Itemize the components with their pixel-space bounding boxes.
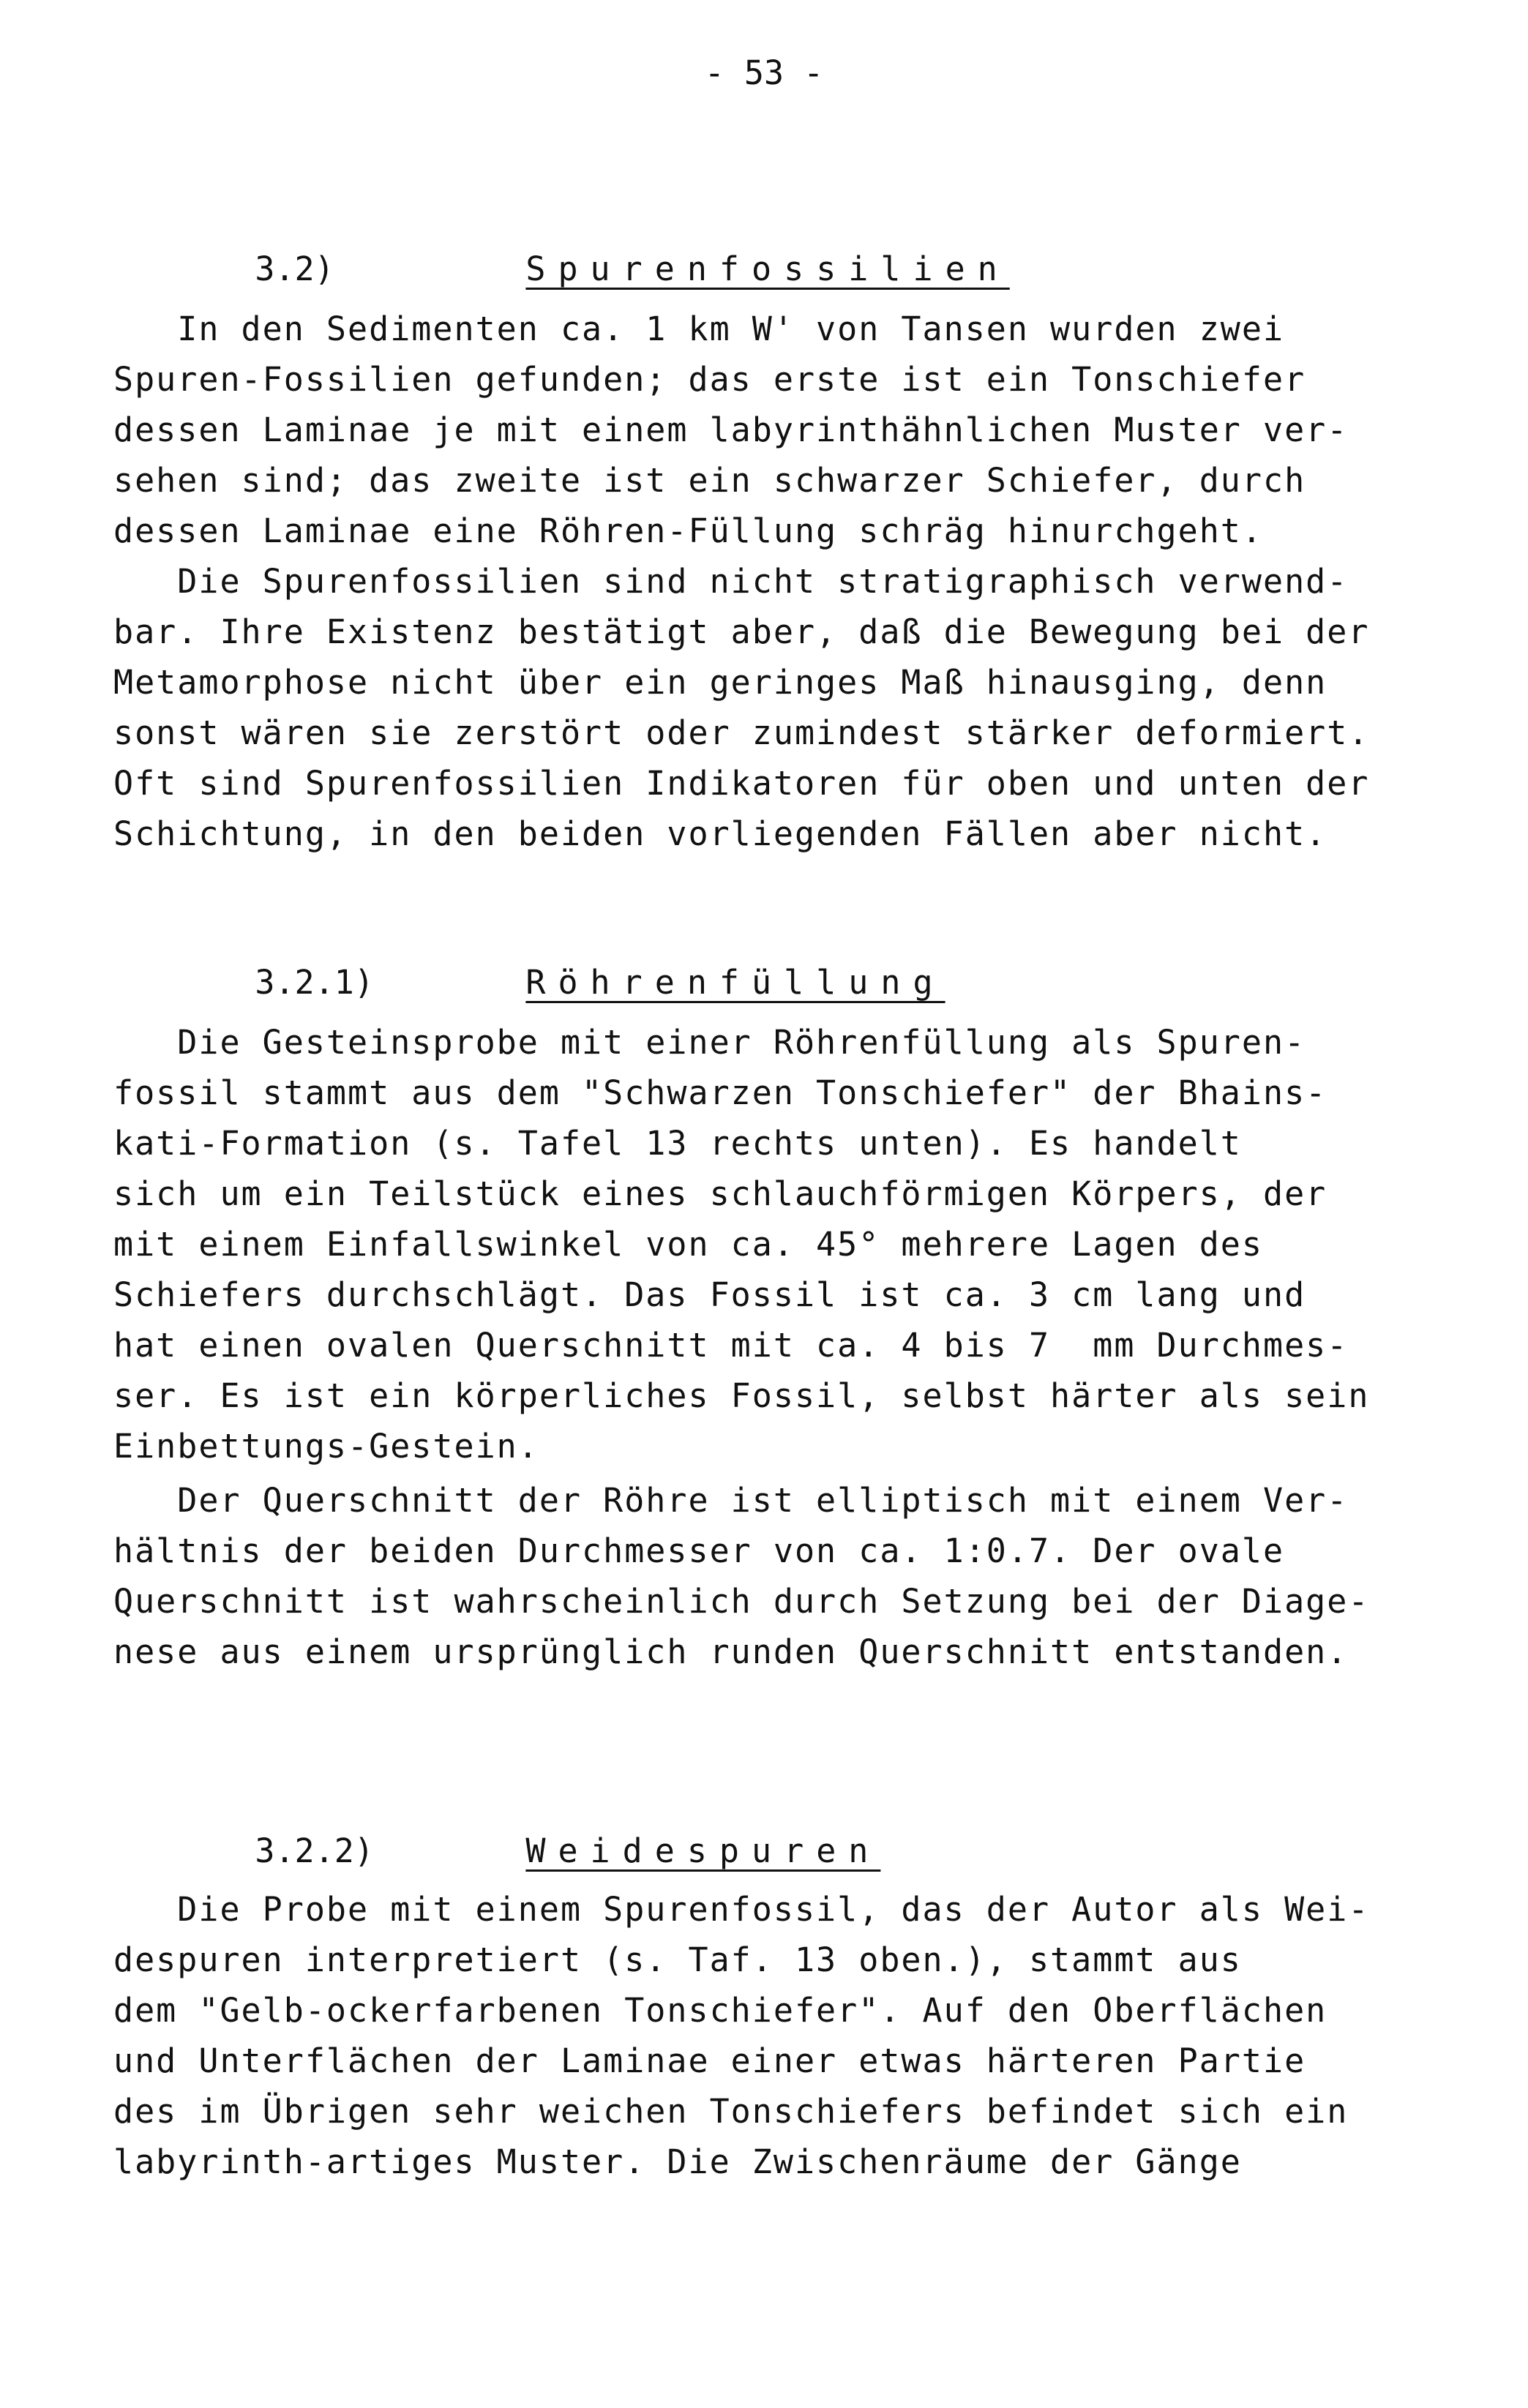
page-number: - 53 - bbox=[704, 53, 824, 92]
text-line: Spuren-Fossilien gefunden; das erste ist ein Tonschiefer bbox=[113, 360, 1306, 399]
paragraph-3-2-2-a bbox=[113, 1884, 1453, 2187]
text-line: dem "Gelb-ockerfarbenen Tonschiefer". Auf den Oberflächen bbox=[113, 1991, 1327, 2030]
paragraph-3-2-1-a bbox=[113, 1017, 1453, 1471]
paragraph-3-2-b bbox=[113, 556, 1453, 859]
section-number: 3.2) bbox=[255, 250, 334, 288]
text-line: Oft sind Spurenfossilien Indikatoren für oben und unten der bbox=[113, 764, 1370, 803]
text-line: Metamorphose nicht über ein geringes Maß hinausging, denn bbox=[113, 663, 1327, 702]
text-line: nese aus einem ursprünglich runden Querschnitt entstanden. bbox=[113, 1632, 1349, 1671]
section-title: Röhrenfüllung bbox=[525, 963, 945, 1002]
text-line: sonst wären sie zerstört oder zumindest stärker deformiert. bbox=[113, 713, 1370, 752]
text-line: Einbettungs-Gestein. bbox=[113, 1427, 539, 1466]
text-line: Der Querschnitt der Röhre ist elliptisch mit einem Ver- bbox=[113, 1481, 1349, 1520]
text-line: dessen Laminae eine Röhren-Füllung schräg hinurchgeht. bbox=[113, 511, 1263, 550]
text-line: labyrinth-artiges Muster. Die Zwischenräume der Gänge bbox=[113, 2142, 1242, 2181]
text-line: Die Gesteinsprobe mit einer Röhrenfüllung als Spuren- bbox=[113, 1023, 1306, 1062]
text-line: fossil stammt aus dem "Schwarzen Tonschiefer" der Bhains- bbox=[113, 1073, 1327, 1112]
text-line: Die Spurenfossilien sind nicht stratigraphisch verwend- bbox=[113, 562, 1349, 601]
section-title: Spurenfossilien bbox=[525, 250, 1010, 288]
text-line: Querschnitt ist wahrscheinlich durch Setzung bei der Diage- bbox=[113, 1582, 1370, 1621]
text-line: mit einem Einfallswinkel von ca. 45° mehrere Lagen des bbox=[113, 1225, 1263, 1264]
text-line: Schichtung, in den beiden vorliegenden Fällen aber nicht. bbox=[113, 814, 1327, 853]
text-line: despuren interpretiert (s. Taf. 13 oben.), stammt aus bbox=[113, 1940, 1242, 1979]
text-line: sehen sind; das zweite ist ein schwarzer Schiefer, durch bbox=[113, 461, 1306, 500]
text-line: ser. Es ist ein körperliches Fossil, selbst härter als sein bbox=[113, 1376, 1370, 1415]
text-line: Die Probe mit einem Spurenfossil, das der Autor als Wei- bbox=[113, 1890, 1370, 1929]
text-line: des im Übrigen sehr weichen Tonschiefers befindet sich ein bbox=[113, 2092, 1349, 2131]
text-line: hat einen ovalen Querschnitt mit ca. 4 bis 7 mm Durchmes- bbox=[113, 1326, 1349, 1365]
text-line: In den Sedimenten ca. 1 km W' von Tansen wurden zwei bbox=[113, 310, 1285, 348]
text-line: Schiefers durchschlägt. Das Fossil ist ca. 3 cm lang und bbox=[113, 1275, 1306, 1314]
text-line: und Unterflächen der Laminae einer etwas härteren Partie bbox=[113, 2041, 1306, 2080]
text-line: kati-Formation (s. Tafel 13 rechts unten). Es handelt bbox=[113, 1124, 1242, 1163]
text-line: hältnis der beiden Durchmesser von ca. 1:0.7. Der ovale bbox=[113, 1531, 1285, 1570]
text-line: sich um ein Teilstück eines schlauchförmigen Körpers, der bbox=[113, 1174, 1327, 1213]
text-line: bar. Ihre Existenz bestätigt aber, daß die Bewegung bei der bbox=[113, 612, 1370, 651]
section-number: 3.2.2) bbox=[255, 1831, 374, 1870]
text-line: dessen Laminae je mit einem labyrinthähnlichen Muster ver- bbox=[113, 410, 1349, 449]
paragraph-3-2-a bbox=[113, 304, 1453, 556]
section-number: 3.2.1) bbox=[255, 963, 374, 1002]
section-title: Weidespuren bbox=[525, 1831, 881, 1870]
paragraph-3-2-1-b bbox=[113, 1475, 1453, 1677]
